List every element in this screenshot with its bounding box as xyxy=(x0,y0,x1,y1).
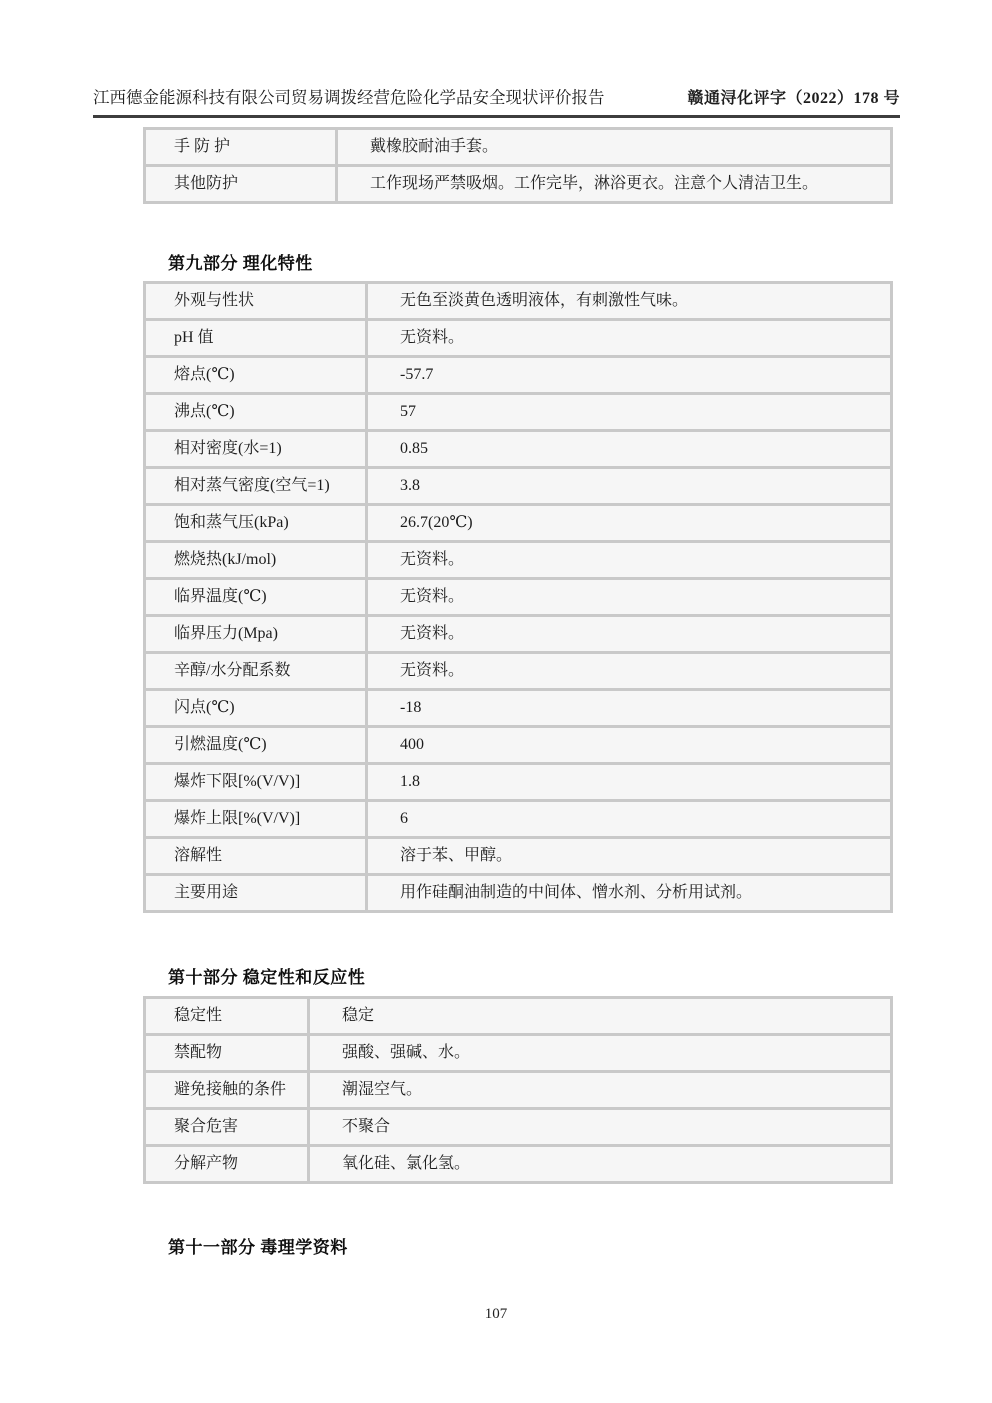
table-row xyxy=(145,283,892,320)
row-value: 0.85 xyxy=(367,431,892,468)
table-row xyxy=(145,1072,892,1109)
row-label: 爆炸下限[%(V/V)] xyxy=(145,764,367,801)
row-value: 溶于苯、甲醇。 xyxy=(367,838,892,875)
row-label: 闪点(℃) xyxy=(145,690,367,727)
table-row xyxy=(145,1035,892,1072)
row-label: 相对蒸气密度(空气=1) xyxy=(145,468,367,505)
row-value: 无资料。 xyxy=(367,320,892,357)
row-label: 手 防 护 xyxy=(145,129,337,166)
row-value: -18 xyxy=(367,690,892,727)
report-title: 江西德金能源科技有限公司贸易调拨经营危险化学品安全现状评价报告 xyxy=(93,88,605,107)
table-row xyxy=(145,764,892,801)
row-label: 其他防护 xyxy=(145,166,337,203)
section-heading-9: 第九部分 理化特性 xyxy=(168,254,313,273)
row-value: 戴橡胶耐油手套。 xyxy=(337,129,892,166)
document-number-text: 赣通浔化评字（2022）178 号 xyxy=(687,90,900,107)
row-label: 相对密度(水=1) xyxy=(145,431,367,468)
stability-reactivity-table xyxy=(143,996,893,1184)
row-label: 禁配物 xyxy=(145,1035,309,1072)
table-row xyxy=(145,801,892,838)
row-label: 聚合危害 xyxy=(145,1109,309,1146)
row-label: pH 值 xyxy=(145,320,367,357)
row-label: 临界温度(℃) xyxy=(145,579,367,616)
table-row xyxy=(145,166,892,203)
row-value: 稳定 xyxy=(309,998,892,1035)
row-value: 1.8 xyxy=(367,764,892,801)
row-value: -57.7 xyxy=(367,357,892,394)
row-label: 饱和蒸气压(kPa) xyxy=(145,505,367,542)
running-header xyxy=(93,84,900,118)
document-number xyxy=(687,85,900,108)
row-value: 用作硅酮油制造的中间体、憎水剂、分析用试剂。 xyxy=(367,875,892,912)
row-value: 26.7(20℃) xyxy=(367,505,892,542)
table-row xyxy=(145,838,892,875)
row-value: 无色至淡黄色透明液体，有刺激性气味。 xyxy=(367,283,892,320)
row-label: 稳定性 xyxy=(145,998,309,1035)
row-value: 400 xyxy=(367,727,892,764)
table-row xyxy=(145,1146,892,1183)
row-value: 潮湿空气。 xyxy=(309,1072,892,1109)
table-row xyxy=(145,468,892,505)
row-label: 外观与性状 xyxy=(145,283,367,320)
section-heading-11: 第十一部分 毒理学资料 xyxy=(168,1238,348,1257)
table-row xyxy=(145,542,892,579)
physical-chemical-properties-table xyxy=(143,281,893,913)
table-row xyxy=(145,1109,892,1146)
row-label: 避免接触的条件 xyxy=(145,1072,309,1109)
table-row xyxy=(145,616,892,653)
table-row xyxy=(145,431,892,468)
row-value: 强酸、强碱、水。 xyxy=(309,1035,892,1072)
row-label: 爆炸上限[%(V/V)] xyxy=(145,801,367,838)
table-row xyxy=(145,727,892,764)
table-row xyxy=(145,579,892,616)
section-heading-10: 第十部分 稳定性和反应性 xyxy=(168,968,366,987)
table-row xyxy=(145,129,892,166)
table-row xyxy=(145,998,892,1035)
row-label: 主要用途 xyxy=(145,875,367,912)
row-label: 熔点(℃) xyxy=(145,357,367,394)
row-label: 沸点(℃) xyxy=(145,394,367,431)
row-value: 不聚合 xyxy=(309,1109,892,1146)
table-row xyxy=(145,875,892,912)
row-value: 工作现场严禁吸烟。工作完毕，淋浴更衣。注意个人清洁卫生。 xyxy=(337,166,892,203)
row-value: 57 xyxy=(367,394,892,431)
row-value: 无资料。 xyxy=(367,542,892,579)
table-row xyxy=(145,357,892,394)
row-label: 溶解性 xyxy=(145,838,367,875)
protection-table xyxy=(143,127,893,204)
table-row xyxy=(145,394,892,431)
table-row xyxy=(145,505,892,542)
row-label: 引燃温度(℃) xyxy=(145,727,367,764)
row-label: 燃烧热(kJ/mol) xyxy=(145,542,367,579)
row-value: 3.8 xyxy=(367,468,892,505)
row-label: 临界压力(Mpa) xyxy=(145,616,367,653)
row-value: 氧化硅、氯化氢。 xyxy=(309,1146,892,1183)
row-value: 无资料。 xyxy=(367,616,892,653)
table-row xyxy=(145,690,892,727)
row-value: 无资料。 xyxy=(367,579,892,616)
row-value: 6 xyxy=(367,801,892,838)
row-value: 无资料。 xyxy=(367,653,892,690)
table-row xyxy=(145,653,892,690)
row-label: 分解产物 xyxy=(145,1146,309,1183)
table-row xyxy=(145,320,892,357)
page-number: 107 xyxy=(484,1306,508,1322)
row-label: 辛醇/水分配系数 xyxy=(145,653,367,690)
